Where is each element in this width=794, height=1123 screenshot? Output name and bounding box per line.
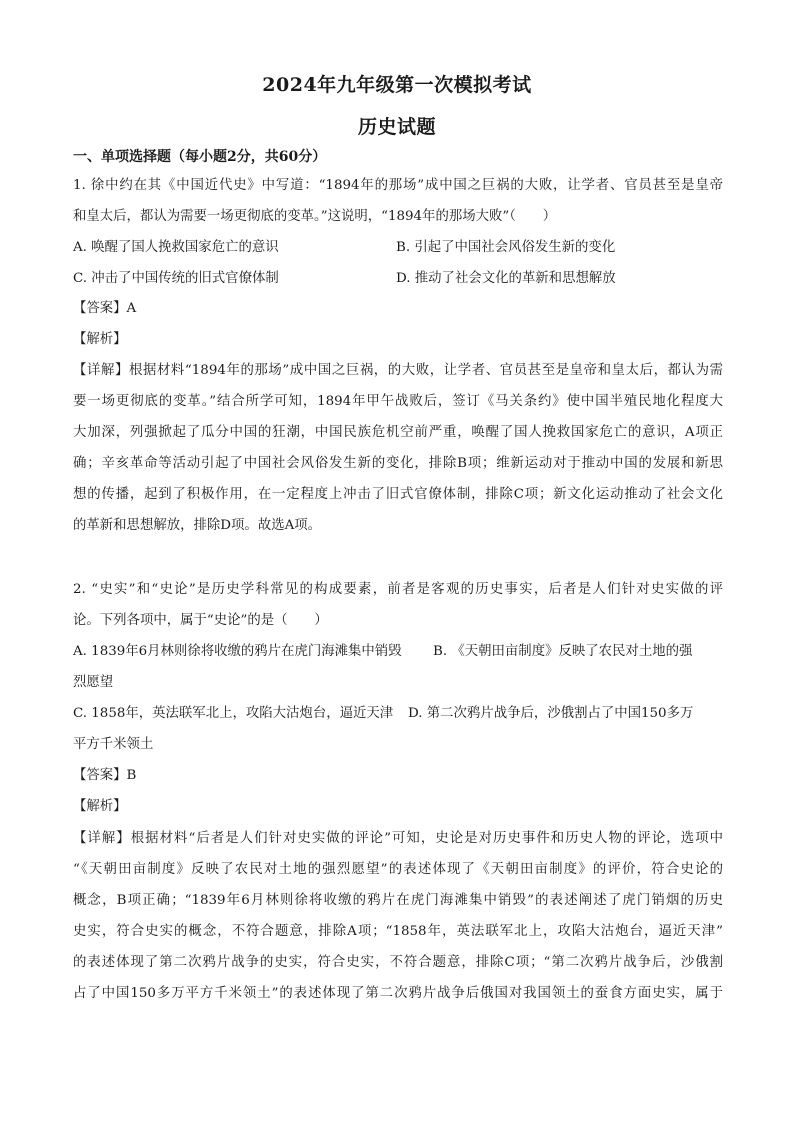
q2-answer: 【答案】B [73, 768, 137, 783]
q1-option-b: B. 引起了中国社会风俗发生新的变化 [396, 240, 616, 255]
q2-detail-line: 占了中国150多万平方千米领土”的表述体现了第二次鸦片战争后俄国对我国领土的蚕食方面史实，属于 [73, 986, 723, 1001]
q1-stem-line: 1. 徐中约在其《中国近代史》中写道：“1894年的那场”成中国之巨祸的大败，让学者、官员甚至是皇帝 [73, 178, 723, 193]
q2-detail-line: 史实，符合史实的概念，不符合题意，排除A项；“1858年，英法联军北上，攻陷大沽炮台，逼近天津” [73, 924, 723, 939]
q1-option-d: D. 推动了社会文化的革新和思想解放 [396, 271, 616, 286]
q2-analysis-label: 【解析】 [73, 799, 127, 814]
q2-option-d: D. 第二次鸦片战争后，沙俄割占了中国150多万 [408, 706, 694, 721]
q1-detail-line: 【详解】根据材料“1894年的那场”成中国之巨祸，的大败，让学者、官员甚至是皇帝和皇太后，都认为需 [73, 363, 723, 378]
q1-analysis-label: 【解析】 [73, 332, 127, 347]
q2-detail-line: “《天朝田亩制度》反映了农民对土地的强烈愿望”的表述体现了《天朝田亩制度》的评价，符合史论的 [73, 862, 723, 877]
q2-detail-line: 【详解】根据材料“后者是人们针对史实做的评论”可知，史论是对历史事件和历史人物的评论，选项中 [73, 831, 723, 846]
q2-option-d-continued: 平方千米领土 [73, 737, 154, 752]
q1-detail-line: 确；辛亥革命等活动引起了中国社会风俗发生新的变化，排除B项；维新运动对于推动中国的发展和新思 [73, 456, 723, 471]
q1-option-c: C. 冲击了中国传统的旧式官僚体制 [73, 271, 279, 286]
page-title: 2024年九年级第一次模拟考试 [262, 74, 532, 96]
section-heading: 一、单项选择题（每小题2分，共60分） [73, 149, 327, 165]
q1-detail-line: 想的传播，起到了积极作用，在一定程度上冲击了旧式官僚体制，排除C项；新文化运动推动了社会文化 [73, 487, 723, 502]
q2-option-a: A. 1839年6月林则徐将收缴的鸦片在虎门海滩集中销毁 [73, 644, 402, 659]
q1-detail-line: 大加深，列强掀起了瓜分中国的狂潮，中国民族危机空前严重，唤醒了国人挽救国家危亡的意识，A项正 [73, 425, 723, 440]
q2-detail-line: 概念，B项正确；“1839年6月林则徐将收缴的鸦片在虎门海滩集中销毁”的表述阐述了虎门销烟的历史 [73, 893, 723, 908]
q1-answer: 【答案】A [73, 301, 137, 316]
q1-detail-line: 要一场更彻底的变革。”结合所学可知，1894年甲午战败后，签订《马关条约》使中国半殖民地化程度大 [73, 394, 723, 409]
q1-detail-line: 的革新和思想解放，排除D项。故选A项。 [73, 518, 322, 533]
q2-option-c: C. 1858年，英法联军北上，攻陷大沽炮台，逼近天津 [73, 706, 394, 721]
q2-stem-line: 2. “史实”和“史论”是历史学科常见的构成要素，前者是客观的历史事实，后者是人们针对史实做的评 [73, 582, 723, 597]
q2-option-b-continued: 烈愿望 [73, 675, 114, 690]
q2-stem-line: 论。下列各项中，属于“史论”的是（ ） [73, 613, 328, 628]
q2-detail-line: 的表述体现了第二次鸦片战争的史实，符合史实，不符合题意，排除C项；“第二次鸦片战争后，沙俄割 [73, 955, 723, 970]
q1-option-a: A. 唤醒了国人挽救国家危亡的意识 [73, 240, 279, 255]
q2-option-b: B. 《天朝田亩制度》反映了农民对土地的强 [433, 644, 693, 659]
q1-stem-line: 和皇太后，都认为需要一场更彻底的变革。”这说明，“1894年的那场大败”（ ） [73, 209, 557, 224]
page-subtitle: 历史试题 [357, 116, 436, 138]
